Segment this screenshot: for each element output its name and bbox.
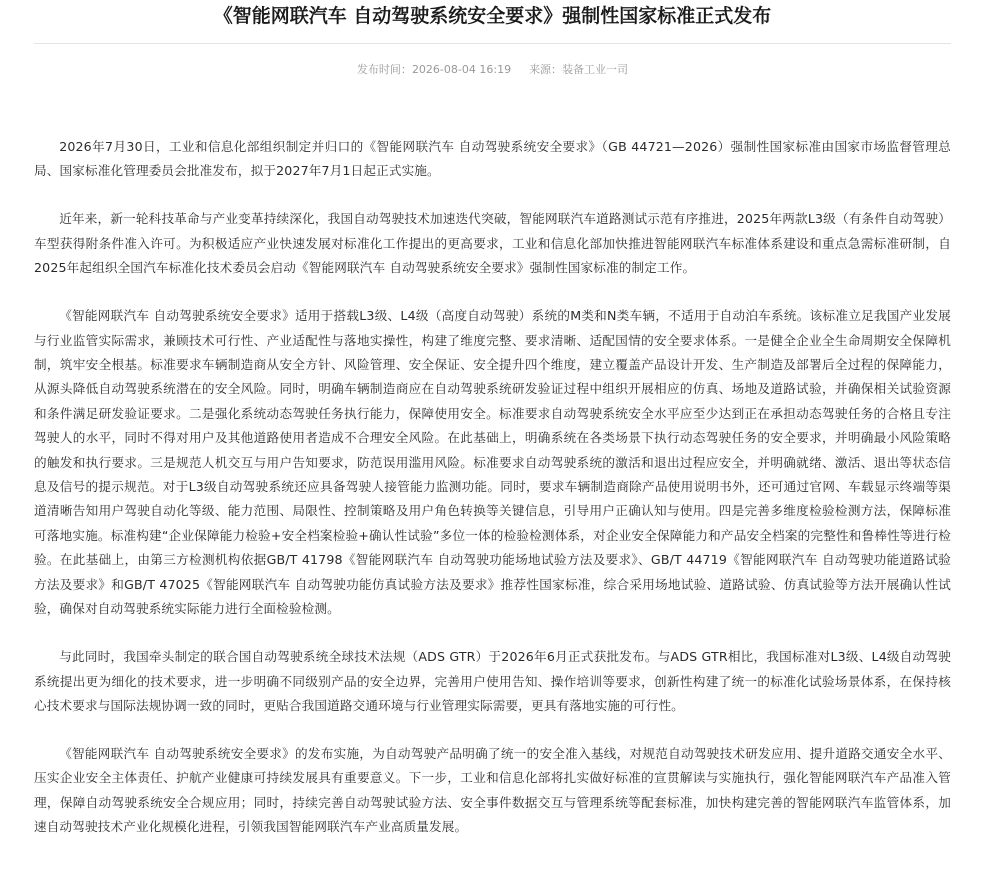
paragraph: 2026年7月30日，工业和信息化部组织制定并归口的《智能网联汽车 自动驾驶系统安全要求》（GB 44721—2026）强制性国家标准由国家市场监督管理总局、国家标准化管理委员会批准发布，拟于2027年7月1日起正式实施。 bbox=[34, 139, 951, 179]
source-label: 来源： bbox=[529, 63, 563, 76]
paragraph: 与此同时，我国牵头制定的联合国自动驾驶系统全球技术法规（ADS GTR）于2026年6月正式获批发布。与ADS GTR相比，我国标准对L3级、L4级自动驾驶系统提出更为细化的技术要求，进一步明确不同级别产品的安全边界，完善用户使用告知、操作培训等要求，创新性构建了统一的标准化试验场景体系，在保持核心技术要求与国际法规协调一致的同时，更贴合我国道路交通环境与行业管理实际需要，更具有落地实施的可行性。 bbox=[34, 649, 951, 713]
article-title: 《智能网联汽车 自动驾驶系统安全要求》强制性国家标准正式发布 bbox=[213, 5, 772, 27]
title-divider bbox=[34, 43, 951, 44]
source-name: 装备工业一司 bbox=[562, 63, 629, 76]
article bbox=[34, 0, 951, 863]
publish-time-label: 发布时间： bbox=[356, 63, 412, 76]
paragraph: 近年来，新一轮科技革命与产业变革持续深化，我国自动驾驶技术加速迭代突破，智能网联汽车道路测试示范有序推进，2025年两款L3级（有条件自动驾驶）车型获得附条件准入许可。为积极适应产业快速发展对标准化工作提出的更高要求，工业和信息化部加快推进智能网联汽车标准体系建设和重点急需标准研制，自2025年起组织全国汽车标准化技术委员会启动《智能网联汽车 自动驾驶系统安全要求》强制性国家标准的制定工作。 bbox=[34, 211, 951, 276]
paragraph: 《智能网联汽车 自动驾驶系统安全要求》适用于搭载L3级、L4级（高度自动驾驶）系统的M类和N类车辆，不适用于自动泊车系统。该标准立足我国产业发展与行业监管实际需求，兼顾技术可行性、产业适配性与落地实操性，构建了维度完整、要求清晰、适配国情的安全要求体系。一是健全企业全生命周期安全保障机制，筑牢安全根基。标准要求车辆制造商从安全方针、风险管理、安全保证、安全提升四个维度，建立覆盖产品设计开发、生产制造及部署后全过程的保障能力，从源头降低自动驾驶系统潜在的安全风险。同时，明确车辆制造商应在自动驾驶系统研发验证过程中组织开展相应的仿真、场地及道路试验，并确保相关试验资源和条件满足研发验证要求。二是强化系统动态驾驶任务执行能力，保障使用安全。标准要求自动驾驶系统安全水平应至少达到正在承担动态驾驶任务的合格且专注驾驶人的水平，同时不得对用户及其他道路使用者造成不合理安全风险。在此基础上，明确系统在各类场景下执行动态驾驶任务的安全要求，并明确最小风险策略的触发和执行要求。三是规范人机交互与用户告知要求，防范误用滥用风险。标准要求自动驾驶系统的激活和退出过程应安全，并明确就绪、激活、退出等状态信息及信号的提示规范。对于L3级自动驾驶系统还应具备驾驶人接管能力监测功能。同时，要求车辆制造商除产品使用说明书外，还可通过官网、车载显示终端等渠道清晰告知用户驾驶自动化等级、能力范围、局限性、控制策略及用户角色转换等关键信息，引导用户正确认知与使用。四是完善多维度检验检测方法，保障标准可落地实施。标准构建“企业保障能力检验+安全档案检验+确认性试验”多位一体的检验检测体系，对企业安全保障能力和产品安全档案的完整性和鲁棒性等进行检验。在此基础上，由第三方检测机构依据GB/T 41798《智能网联汽车 自动驾驶功能场地试验方法及要求》、GB/T 44719《智能网联汽车 自动驾驶功能道路试验方法及要求》和GB/T 47025《智能网联汽车 自动驾驶功能仿真试验方法及要求》推荐性国家标准，综合采用场地试验、道路试验、仿真试验等方法开展确认性试验，确保对自动驾驶系统实际能力进行全面检验检测。 bbox=[34, 308, 951, 617]
paragraph: 《智能网联汽车 自动驾驶系统安全要求》的发布实施，为自动驾驶产品明确了统一的安全准入基线，对规范自动驾驶技术研发应用、提升道路交通安全水平、压实企业安全主体责任、护航产业健康可持续发展具有重要意义。下一步，工业和信息化部将扎实做好标准的宣贯解读与实施执行，强化智能网联汽车产品准入管理，保障自动驾驶系统安全合规应用；同时，持续完善自动驾驶试验方法、安全事件数据交互与管理系统等配套标准，加快构建完善的智能网联汽车监管体系，加速自动驾驶技术产业化规模化进程，引领我国智能网联汽车产业高质量发展。 bbox=[34, 745, 951, 835]
publish-time: 2026-08-04 16:19 bbox=[411, 63, 512, 76]
article-meta bbox=[34, 60, 951, 80]
article-body bbox=[34, 135, 951, 840]
